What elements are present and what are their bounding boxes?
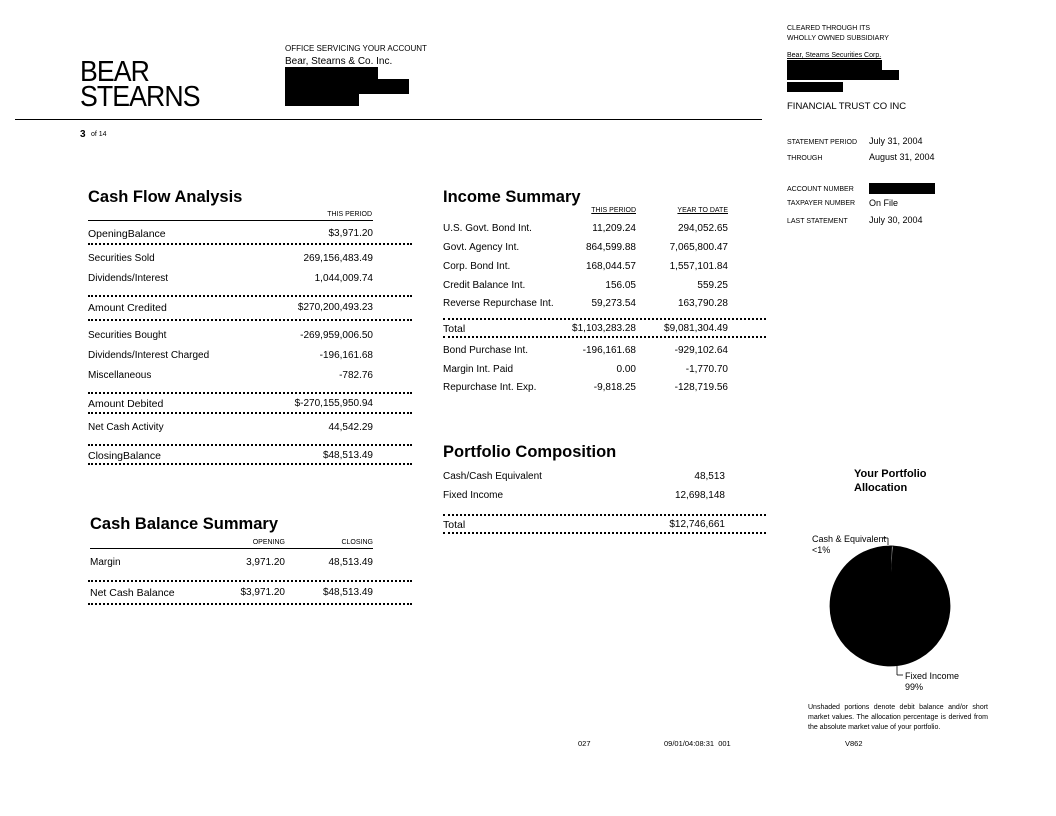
net-cash-balance-row — [90, 586, 373, 600]
office-name: Bear, Stearns & Co. Inc. — [285, 56, 393, 67]
col-opening-header: OPENING — [252, 539, 285, 546]
cash-flow-row — [88, 272, 373, 286]
margin-closing: 48,513.49 — [328, 557, 373, 568]
allocation-title-line2: Allocation — [854, 482, 908, 494]
cash-flow-title: Cash Flow Analysis — [88, 188, 243, 206]
row-period: -196,161.68 — [582, 345, 636, 356]
redacted-clearing-1 — [787, 60, 882, 70]
amount-debited-label: Amount Debited — [88, 398, 164, 410]
divider — [88, 444, 412, 446]
net-cash-balance-closing: $48,513.49 — [322, 587, 373, 598]
income-row — [443, 279, 728, 293]
row-label: Securities Bought — [88, 330, 167, 341]
allocation-pie-chart — [800, 530, 980, 690]
row-ytd: -929,102.64 — [674, 345, 728, 356]
row-label: U.S. Govt. Bond Int. — [443, 223, 532, 234]
cash-label-text: Cash & Equivalent — [812, 534, 887, 544]
row-label: Repurchase Int. Exp. — [443, 382, 537, 393]
taxpayer-label: TAXPAYER NUMBER — [787, 200, 856, 207]
taxpayer-value: On File — [869, 198, 899, 208]
portfolio-row — [443, 470, 725, 484]
opening-balance-label: OpeningBalance — [88, 228, 166, 240]
row-label: Cash/Cash Equivalent — [443, 471, 542, 482]
portfolio-total-value: $12,746,661 — [669, 519, 725, 530]
fixed-pct-text: 99% — [905, 682, 924, 692]
pie-slice-fixed-income — [830, 546, 950, 666]
divider — [88, 243, 412, 245]
net-cash-balance-label: Net Cash Balance — [90, 587, 175, 599]
income-total-period: $1,103,283.28 — [572, 323, 636, 334]
income-row — [443, 363, 728, 377]
divider — [88, 295, 412, 297]
account-name: FINANCIAL TRUST CO INC — [787, 101, 907, 112]
allocation-note: Unshaded portions denote debit balance and/or short market values. The allocation percentage is derived from the absolute market value of your portfolio. — [808, 704, 988, 731]
divider — [88, 580, 412, 582]
row-period: -9,818.25 — [593, 382, 636, 393]
through-label: THROUGH — [787, 155, 823, 162]
footer-code2: V862 — [845, 739, 863, 748]
statement-period-label: STATEMENT PERIOD — [787, 139, 858, 146]
divider — [88, 463, 412, 465]
divider — [443, 318, 766, 320]
cash-balance-title: Cash Balance Summary — [90, 515, 279, 533]
net-cash-activity-row — [88, 421, 373, 435]
page-of: of 14 — [91, 131, 107, 138]
cash-flow-row — [88, 369, 373, 383]
amount-debited-row — [88, 397, 373, 411]
row-label: Reverse Repurchase Int. — [443, 298, 554, 309]
divider — [88, 392, 412, 394]
margin-row — [90, 556, 373, 570]
row-value: 1,044,009.74 — [314, 273, 373, 284]
income-row — [443, 297, 728, 311]
row-value: -782.76 — [339, 370, 373, 381]
footer-timestamp: 09/01/04:08:31 001 — [664, 739, 731, 748]
redacted-clearing-2 — [787, 70, 899, 80]
amount-credited-row — [88, 301, 373, 315]
portfolio-title: Portfolio Composition — [443, 443, 617, 461]
opening-balance-row — [88, 227, 373, 241]
income-title: Income Summary — [443, 188, 581, 206]
amount-credited-label: Amount Credited — [88, 302, 167, 314]
divider — [88, 412, 412, 414]
account-number-label: ACCOUNT NUMBER — [787, 186, 854, 193]
row-value: -269,959,006.50 — [300, 330, 373, 341]
margin-label: Margin — [90, 557, 121, 568]
allocation-title — [854, 467, 927, 495]
through-value: August 31, 2004 — [869, 152, 935, 162]
row-label: Fixed Income — [443, 490, 504, 501]
office-label: OFFICE SERVICING YOUR ACCOUNT — [285, 44, 427, 53]
row-label: Securities Sold — [88, 253, 155, 264]
row-period: 168,044.57 — [585, 261, 636, 272]
divider — [443, 514, 766, 516]
net-cash-balance-opening: $3,971.20 — [240, 587, 285, 598]
allocation-title-line1: Your Portfolio — [854, 468, 927, 480]
row-ytd: 1,557,101.84 — [669, 261, 728, 272]
divider — [88, 603, 412, 605]
row-value: 48,513 — [694, 471, 725, 482]
closing-balance-row — [88, 449, 373, 463]
row-ytd: -1,770.70 — [685, 364, 728, 375]
cash-flow-col-header: THIS PERIOD — [327, 211, 372, 218]
row-label: Bond Purchase Int. — [443, 345, 529, 356]
row-label: Miscellaneous — [88, 370, 152, 381]
row-ytd: 7,065,800.47 — [669, 242, 728, 253]
amount-debited-value: $-270,155,950.94 — [294, 398, 373, 409]
clearing-line2: WHOLLY OWNED SUBSIDIARY — [787, 35, 889, 42]
income-row — [443, 260, 728, 274]
redacted-address-2 — [285, 79, 409, 94]
closing-balance-label: ClosingBalance — [88, 450, 161, 462]
closing-balance-value: $48,513.49 — [322, 450, 373, 461]
redacted-address-3 — [285, 94, 359, 106]
row-label: Dividends/Interest — [88, 273, 169, 284]
col-this-period: THIS PERIOD — [591, 207, 636, 214]
row-value: 269,156,483.49 — [303, 253, 373, 264]
amount-credited-value: $270,200,493.23 — [297, 302, 373, 313]
cash-flow-row — [88, 349, 373, 363]
cash-pct-text: <1% — [812, 545, 831, 555]
margin-opening: 3,971.20 — [246, 557, 285, 568]
fixed-label-text: Fixed Income — [905, 671, 960, 681]
row-label: Margin Int. Paid — [443, 364, 514, 375]
clearing-firm-name: Bear, Stearns Securities Corp. — [787, 52, 882, 59]
col-closing-header: CLOSING — [341, 539, 373, 546]
row-label: Govt. Agency Int. — [443, 242, 520, 253]
row-ytd: 294,052.65 — [677, 223, 728, 234]
row-ytd: 559.25 — [697, 280, 728, 291]
redacted-account-number — [869, 183, 935, 194]
income-row — [443, 344, 728, 358]
row-label: Dividends/Interest Charged — [88, 350, 210, 361]
cash-balance-header-rule — [90, 548, 373, 549]
income-row — [443, 222, 728, 236]
last-statement-label: LAST STATEMENT — [787, 218, 848, 225]
income-total-ytd: $9,081,304.49 — [664, 323, 728, 334]
redacted-address-1 — [285, 67, 378, 79]
row-label: Credit Balance Int. — [443, 280, 526, 291]
bear-stearns-logo: BEAR STEARNS — [80, 56, 200, 113]
portfolio-total-row — [443, 518, 725, 532]
statement-period-value: July 31, 2004 — [869, 136, 923, 146]
portfolio-total-label: Total — [443, 519, 466, 531]
redacted-clearing-3 — [787, 82, 843, 92]
net-cash-activity-label: Net Cash Activity — [88, 422, 164, 433]
row-period: 0.00 — [616, 364, 636, 375]
row-label: Corp. Bond Int. — [443, 261, 511, 272]
row-period: 864,599.88 — [585, 242, 636, 253]
row-period: 11,209.24 — [592, 223, 636, 234]
cash-flow-header-rule — [88, 220, 373, 221]
row-period: 156.05 — [605, 280, 636, 291]
opening-balance-value: $3,971.20 — [328, 228, 373, 239]
row-ytd: 163,790.28 — [677, 298, 728, 309]
divider — [443, 532, 766, 534]
row-ytd: -128,719.56 — [674, 382, 728, 393]
income-row — [443, 381, 728, 395]
footer-code1: 027 — [578, 739, 591, 748]
income-row — [443, 241, 728, 255]
header-rule — [15, 119, 762, 120]
cash-flow-row — [88, 329, 373, 343]
income-total-row — [443, 322, 728, 336]
row-period: 59,273.54 — [591, 298, 636, 309]
row-value: -196,161.68 — [319, 350, 373, 361]
last-statement-value: July 30, 2004 — [869, 215, 923, 225]
clearing-line1: CLEARED THROUGH ITS — [787, 25, 871, 32]
page-number: 3 — [80, 129, 86, 140]
divider — [443, 336, 766, 338]
net-cash-activity-value: 44,542.29 — [328, 422, 373, 433]
portfolio-row — [443, 489, 725, 503]
col-year-to-date: YEAR TO DATE — [677, 207, 728, 214]
row-value: 12,698,148 — [674, 490, 725, 501]
divider — [88, 319, 412, 321]
cash-flow-row — [88, 252, 373, 266]
income-total-label: Total — [443, 323, 466, 335]
